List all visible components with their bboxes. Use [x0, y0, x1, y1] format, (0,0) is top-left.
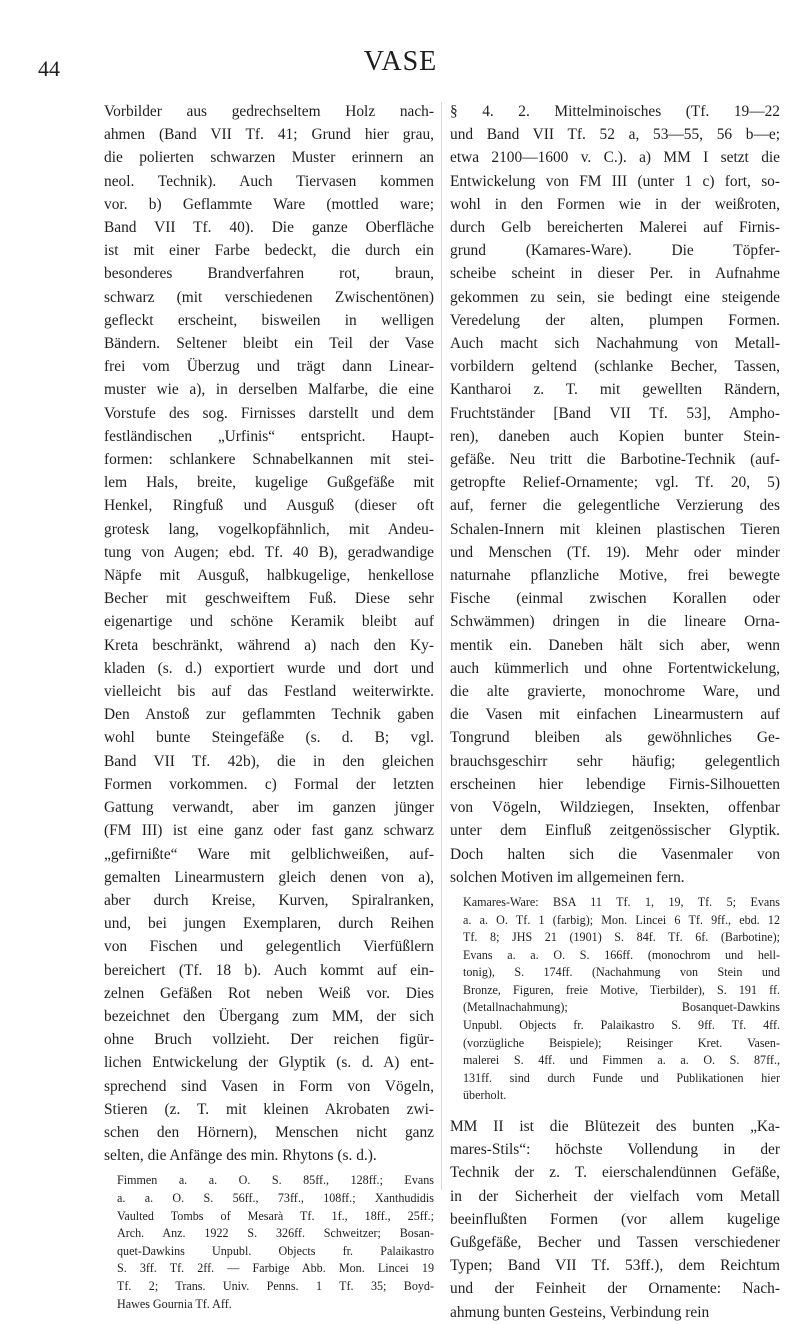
text-line: wohl in den Formen wie in der weißroten, — [450, 195, 780, 213]
text-line: S. 3ff. Tf. 2ff. — Farbige Abb. Mon. Lincei 19 — [117, 1261, 434, 1276]
text-line: bezeichnet den Übergang zum MM, der sich — [104, 1007, 434, 1025]
text-line: Entwickelung von FM III (unter 1 c) fort, so- — [450, 172, 780, 190]
text-line: § 4. 2. Mittelminoisches (Tf. 19—22 — [450, 103, 780, 120]
text-line: festländischen „Urfinis“ entspricht. Haupt- — [104, 427, 434, 445]
text-line: Evans a. a. O. S. 166ff. (monochrom und hell- — [463, 947, 780, 962]
text-line: quet-Dawkins Unpubl. Objects fr. Palaikastro — [117, 1243, 434, 1258]
text-line: von Fischen und gelegentlich Vierfüßlern — [104, 938, 434, 956]
page-number: 44 — [38, 56, 60, 81]
text-line: erscheinen hier lebendige Firnis-Silhouetten — [450, 775, 780, 793]
text-line: frei vom Überzug und trägt dann Linear- — [104, 358, 434, 376]
text-line: (FM III) ist eine ganz oder fast ganz schwarz — [104, 822, 434, 840]
text-line: Veredelung der alten, plumpen Formen. — [450, 311, 780, 329]
text-line: Arch. Anz. 1922 S. 326ff. Schweitzer; Bosan- — [117, 1226, 434, 1241]
text-line: gefleckt erscheint, bisweilen in welligen — [104, 311, 434, 329]
left-column — [104, 100, 434, 1313]
text-line: die alte gravierte, monochrome Ware, und — [450, 683, 780, 701]
text-line: besonderes Brandverfahren rot, braun, — [104, 265, 434, 283]
text-line: Technik der z. T. eierschalendünnen Gefäße, — [450, 1164, 780, 1182]
text-line: selten, die Anfänge des min. Rhytons (s. d.). — [104, 1147, 377, 1165]
text-line: Henkel, Ringfuß und Ausguß (dieser oft — [104, 497, 434, 515]
text-line: Fimmen a. a. O. S. 85ff., 128ff.; Evans — [117, 1173, 434, 1188]
text-line: malerei S. 4ff. und Fimmen a. a. O. S. 87ff., — [463, 1053, 780, 1068]
text-line: tonig), S. 174ff. (Nachahmung von Stein und — [463, 965, 780, 980]
text-line: Näpfe mit Ausguß, halbkugelige, henkellose — [104, 567, 434, 585]
text-line: und Menschen (Tf. 19). Mehr oder minder — [450, 543, 780, 561]
text-line: Tf. 8; JHS 21 (1901) S. 84f. Tf. 6f. (Barbotine); — [463, 930, 780, 945]
text-line: 131ff. sind durch Funde und Publikationen hier — [463, 1070, 780, 1085]
text-line: schwarz (mit verschiedenen Zwischentönen) — [104, 288, 434, 306]
text-line: Typen; Band VII Tf. 53ff.), dem Reichtum — [450, 1257, 780, 1275]
text-line: Becher mit geschweiftem Fuß. Diese sehr — [104, 590, 434, 608]
text-line: vor. b) Geflammte Ware (mottled ware; — [104, 195, 434, 213]
text-line: die Vasen mit einfachen Linearmustern auf — [450, 706, 780, 724]
text-line: lichen Entwickelung der Glyptik (s. d. A) ent- — [104, 1054, 434, 1072]
text-line: scheibe scheint in dieser Per. in Aufnahme — [450, 265, 780, 283]
text-line: in der Sicherheit der vielfach vom Metall — [450, 1187, 780, 1205]
text-line: Bändern. Seltener bleibt ein Teil der Vase — [104, 335, 434, 353]
text-line: vorbildern geltend (schlanke Becher, Tassen, — [450, 358, 780, 376]
text-line: beeinflußten Formen (vor allem kugelige — [450, 1210, 780, 1228]
text-line: und, bei jungen Exemplaren, durch Reihen — [104, 915, 434, 933]
text-line: die polierten schwarzen Muster erinnern an — [104, 149, 434, 167]
text-line: Tongrund bleiben als gewöhnliches Ge- — [450, 729, 780, 747]
text-line: zelnen Gefäßen Rot neben Weiß vor. Dies — [104, 984, 434, 1002]
text-line: naturnahe pflanzliche Motive, frei bewegte — [450, 567, 780, 585]
text-line: mentik ein. Daneben hält sich aber, wenn — [450, 636, 780, 654]
text-line: Gußgefäße, Becher und Tassen verschiedener — [450, 1234, 780, 1252]
text-line: Formen vorkommen. c) Formal der letzten — [104, 775, 434, 793]
text-line: (vorzügliche Beispiele); Reisinger Kret. Vasen- — [463, 1035, 780, 1050]
text-line: Fruchtständer [Band VII Tf. 53], Ampho- — [450, 404, 780, 422]
text-line: a. a. O. Tf. 1 (farbig); Mon. Lincei 6 Tf. 9ff., ebd. 12 — [463, 912, 780, 927]
text-line: a. a. O. S. 56ff., 73ff., 108ff.; Xanthudidis — [117, 1190, 434, 1205]
text-line: aber durch Kreise, Kurven, Spiralranken, — [104, 891, 434, 909]
text-line: Hawes Gournia Tf. Aff. — [117, 1296, 232, 1311]
text-line: mares-Stils“: höchste Vollendung in der — [450, 1141, 780, 1159]
text-line: Vaulted Tombs of Mesarà Tf. 1f., 18ff., 25ff.; — [117, 1208, 434, 1223]
text-line: Band VII Tf. 42b), die in den gleichen — [104, 752, 434, 770]
text-line: ohne Bruch vollzieht. Der reichen figür- — [104, 1031, 434, 1049]
text-line: formen: schlankere Schnabelkannen mit stei- — [104, 451, 434, 469]
text-line: ahmen (Band VII Tf. 41; Grund hier grau, — [104, 126, 434, 144]
right-column — [450, 100, 780, 1324]
text-line: Schwämmen) dringen in die lineare Orna- — [450, 613, 780, 631]
text-line: lem Hals, breite, kugelige Gußgefäße mit — [104, 474, 434, 492]
text-line: etwa 2100—1600 v. C.). a) MM I setzt die — [450, 149, 780, 167]
text-line: Gattung verwandt, aber im ganzen jünger — [104, 799, 434, 817]
text-line: solchen Motiven im allgemeinen fern. — [450, 868, 685, 886]
text-line: gemalten Linearmustern gleich denen von a), — [104, 868, 434, 886]
right-bibliography — [450, 894, 780, 1105]
text-line: ren), daneben auch Kopien bunter Stein- — [450, 427, 780, 445]
right-main-text — [450, 100, 780, 889]
text-line: unter dem Einfluß zeitgenössischer Glyptik. — [450, 822, 780, 840]
text-line: auch kümmerlich und ohne Fortentwickelung, — [450, 659, 780, 677]
text-line: gefäße. Neu tritt die Barbotine-Technik (auf- — [450, 451, 780, 469]
text-line: grotesk lang, vogelkopfähnlich, mit Andeu- — [104, 520, 434, 538]
text-line: Vorbilder aus gedrechseltem Holz nach- — [104, 103, 434, 120]
column-divider — [441, 102, 442, 1190]
text-line: getropfte Relief-Ornamente; vgl. Tf. 20, 5) — [450, 474, 780, 492]
text-line: und Band VII Tf. 52 a, 53—55, 56 b—e; — [450, 126, 780, 144]
text-line: schen den Hörnern), Menschen nicht ganz — [104, 1123, 434, 1141]
right-continuation-text — [450, 1115, 780, 1324]
text-line: von Vögeln, Wildziegen, Insekten, offenbar — [450, 799, 780, 817]
text-line: und der Feinheit der Ornamente: Nach- — [450, 1280, 780, 1298]
text-line: Band VII Tf. 40). Die ganze Oberfläche — [104, 219, 434, 237]
text-line: auf, ferner die gelegentliche Verzierung des — [450, 497, 780, 515]
text-line: brauchsgeschirr sehr häufig; gelegentlich — [450, 752, 780, 770]
text-line: Tf. 2; Trans. Univ. Penns. 1 Tf. 35; Boyd- — [117, 1278, 434, 1293]
text-line: kladen (s. d.) exportiert wurde und dort und — [104, 659, 434, 677]
text-line: sprechend sind Vasen in Form von Vögeln, — [104, 1077, 434, 1095]
text-line: grund (Kamares-Ware). Die Töpfer- — [450, 242, 780, 260]
text-line: muster wie a), in derselben Malfarbe, die eine — [104, 381, 434, 399]
text-line: (Metallnachahmung); Bosanquet-Dawkins — [463, 1000, 780, 1015]
text-line: bereichert (Tf. 18 b). Auch kommt auf ein- — [104, 961, 434, 979]
left-main-text — [104, 100, 434, 1167]
text-line: durch Gelb bereicherten Malerei auf Firnis- — [450, 219, 780, 237]
left-bibliography — [104, 1172, 434, 1313]
text-line: Kreta beschränkt, während a) nach den Ky- — [104, 636, 434, 654]
text-line: Unpubl. Objects fr. Palaikastro S. 9ff. Tf. 4ff. — [463, 1018, 780, 1033]
text-line: Auch macht sich Nachahmung von Metall- — [450, 335, 780, 353]
text-line: vielleicht bis auf das Festland weiterwirkte. — [104, 683, 434, 701]
text-line: eigenartige und schöne Keramik bleibt auf — [104, 613, 434, 631]
text-line: Kamares-Ware: BSA 11 Tf. 1, 19, Tf. 5; Evans — [463, 894, 780, 909]
text-line: tung von Augen; ebd. Tf. 40 B), geradwandige — [104, 543, 434, 561]
text-line: ist mit einer Farbe bedeckt, die durch ein — [104, 242, 434, 260]
running-title: VASE — [363, 46, 438, 77]
text-line: Den Anstoß zur geflammten Technik gaben — [104, 706, 434, 724]
text-line: Doch halten sich die Vasenmaler von — [450, 845, 780, 863]
text-line: neol. Technik). Auch Tiervasen kommen — [104, 172, 434, 190]
text-line: Bronze, Figuren, freie Motive, Tierbilder), S. 191 ff. — [463, 982, 780, 997]
text-line: Fische (einmal zwischen Korallen oder — [450, 590, 780, 608]
text-line: gekommen zu sein, sie bedingt eine steigende — [450, 288, 780, 306]
text-line: Schalen-Innern mit kleinen plastischen Tieren — [450, 520, 780, 538]
text-line: ahmung bunten Gesteins, Verbindung rein — [450, 1303, 710, 1321]
text-line: „gefirnißte“ Ware mit gelblichweißen, auf- — [104, 845, 434, 863]
text-line: Vorstufe des sog. Firnisses darstellt und dem — [104, 404, 434, 422]
text-line: wohl bunte Steingefäße (s. d. B; vgl. — [104, 729, 434, 747]
text-line: MM II ist die Blütezeit des bunten „Ka- — [450, 1118, 780, 1136]
text-line: überholt. — [463, 1088, 507, 1103]
text-line: Kantharoi z. T. mit gewellten Rändern, — [450, 381, 780, 399]
text-line: Stieren (z. T. mit kleinen Akrobaten zwi- — [104, 1100, 434, 1118]
